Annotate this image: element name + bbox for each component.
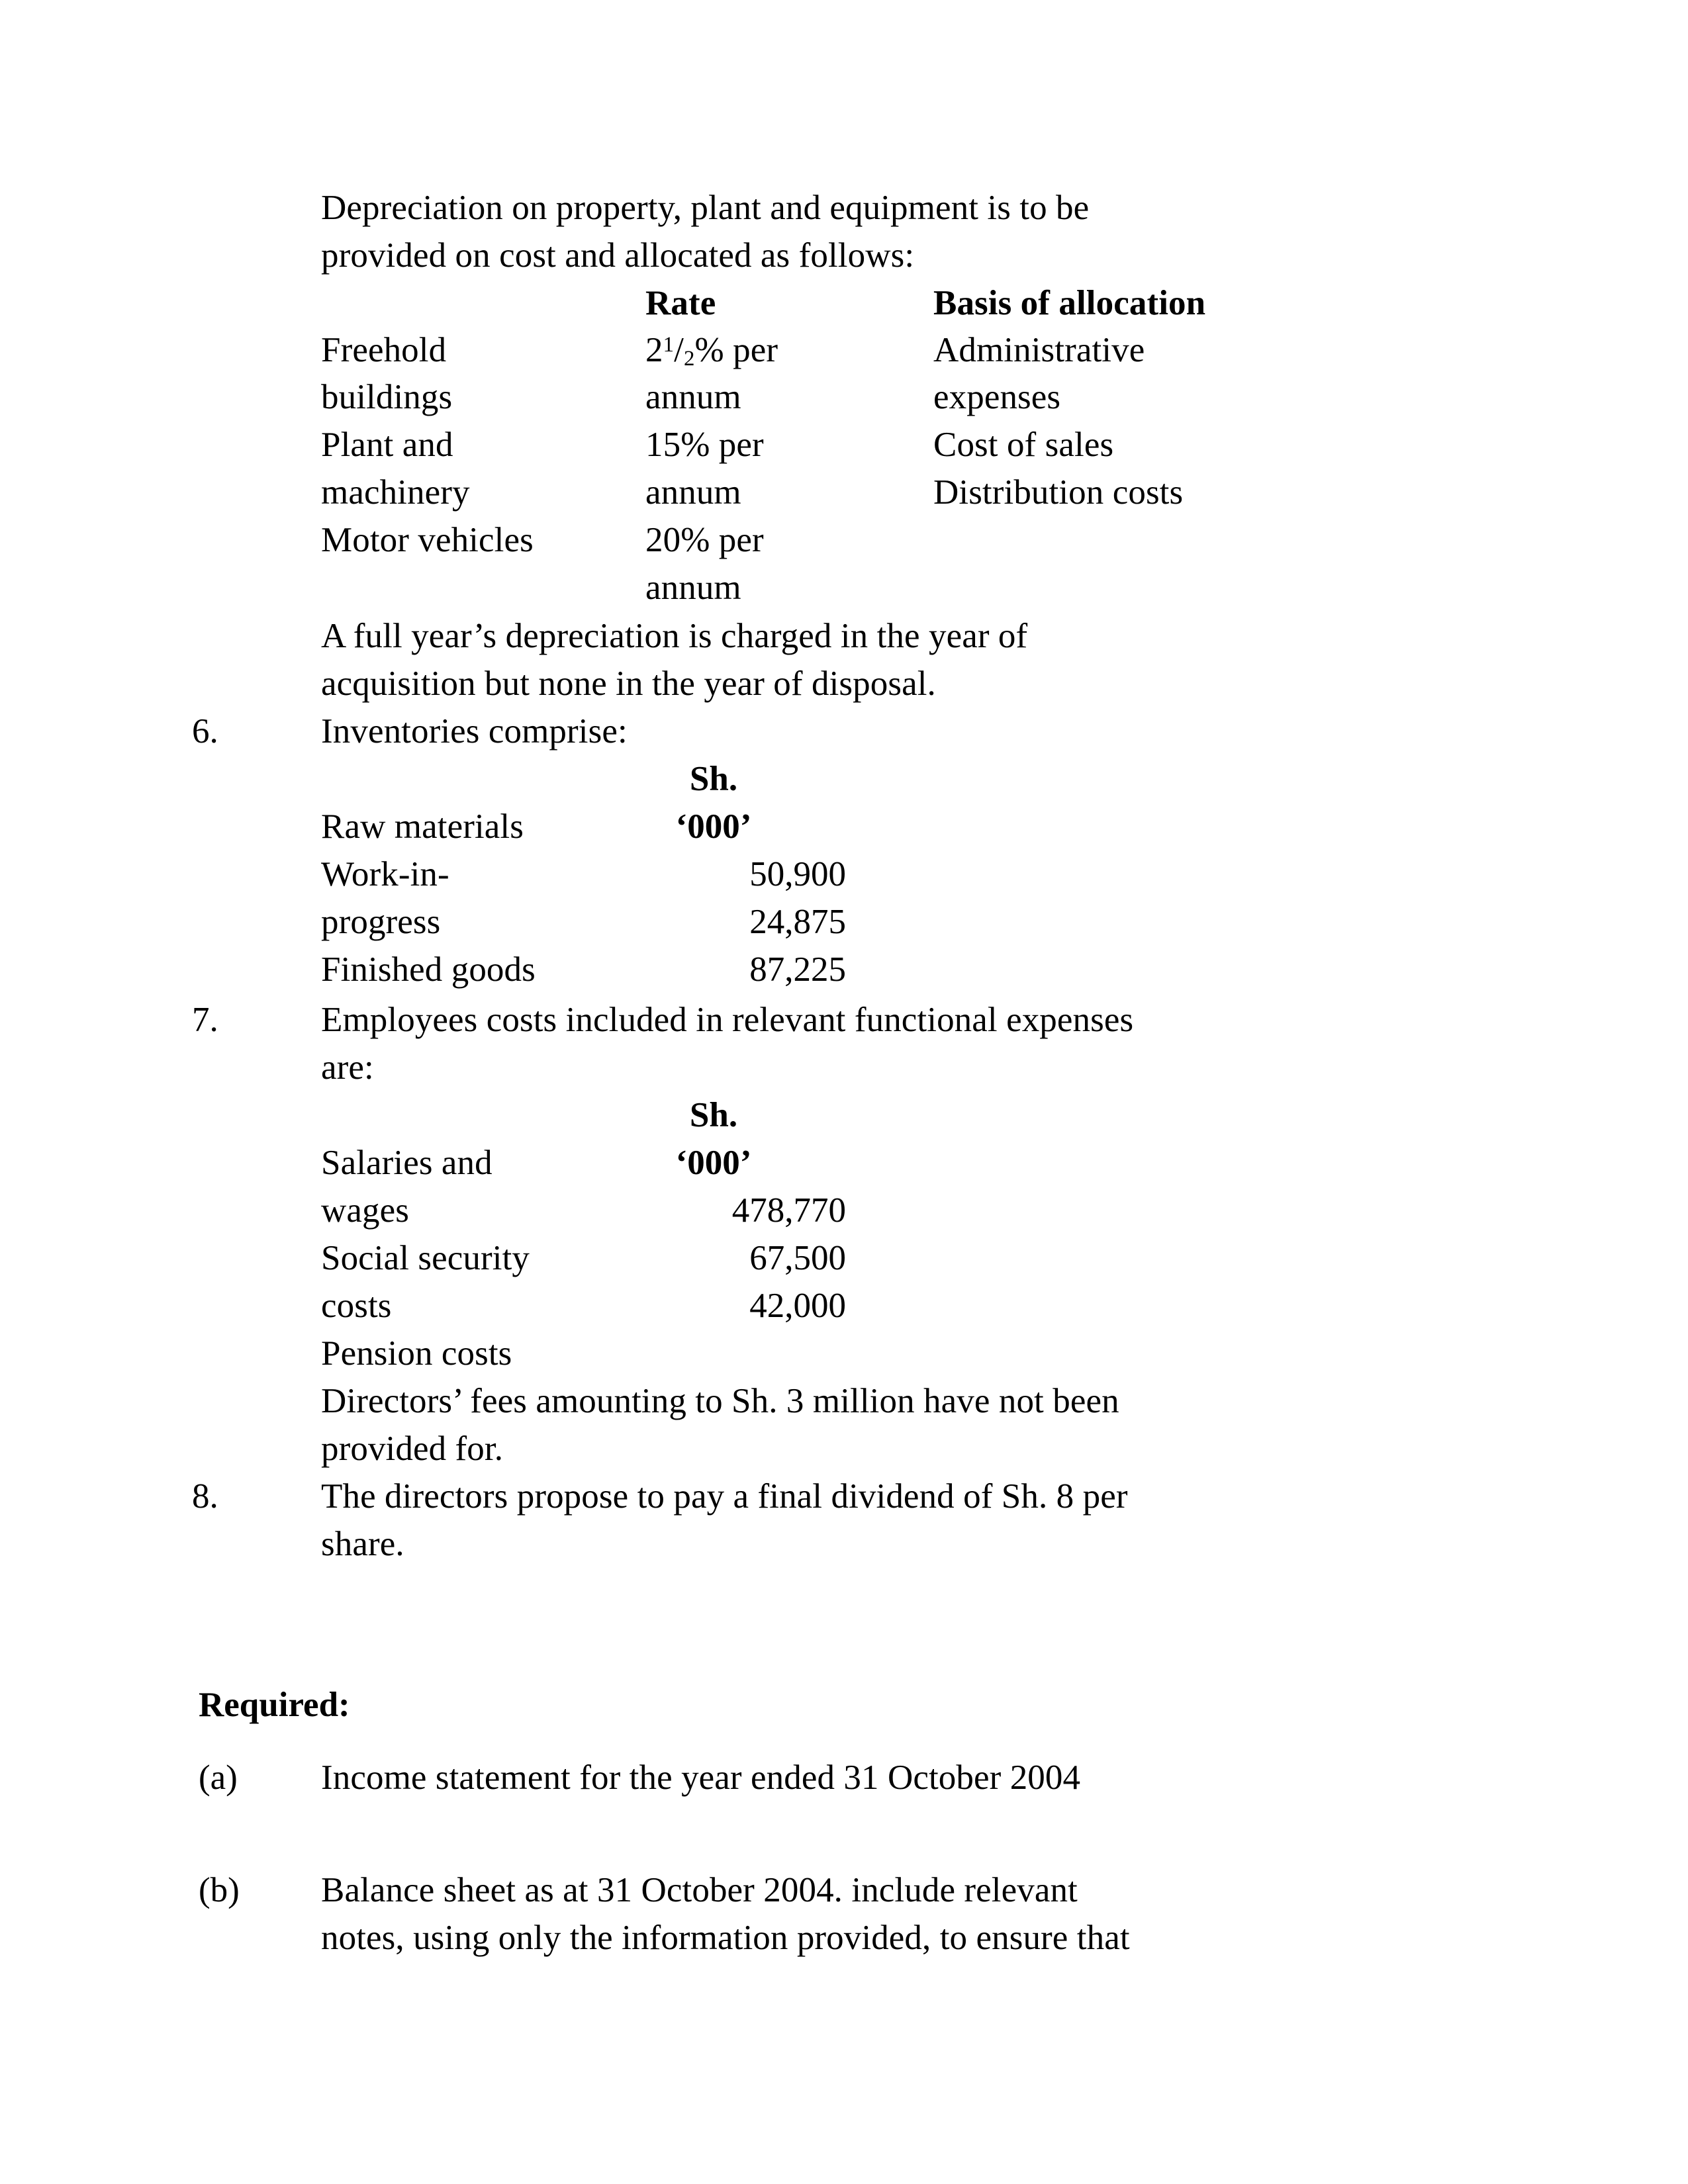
note-6-item-label-1: Work-in- <box>321 855 449 893</box>
required-item-a-line-1: Income statement for the year ended 31 October 2004 <box>321 1758 1081 1797</box>
note-7-directors-fees-line-2: provided for. <box>321 1430 504 1468</box>
depreciation-row-basis-plant-line1: Cost of sales <box>933 426 1114 464</box>
required-item-b-line-2: notes, using only the information provided, to ensure that <box>321 1919 1130 1957</box>
note-6-item-value-2: 24,875 <box>749 903 846 941</box>
full-year-note-line-1: A full year’s depreciation is charged in the year of <box>321 617 1028 655</box>
depreciation-row-rate-motor-vehicles-line1: 20% per <box>645 521 764 559</box>
note-6-item-label-2: progress <box>321 903 441 941</box>
note-8-number: 8. <box>192 1477 218 1516</box>
note-6-currency-header-thousands: ‘000’ <box>675 807 752 846</box>
depreciation-row-basis-plant-line2: Distribution costs <box>933 473 1184 512</box>
depreciation-row-basis-freehold-line2: expenses <box>933 378 1061 416</box>
required-item-b-marker: (b) <box>199 1871 240 1909</box>
full-year-note-line-2: acquisition but none in the year of disposal. <box>321 664 936 703</box>
note-7-item-label-0: Salaries and <box>321 1144 492 1182</box>
required-heading: Required: <box>199 1686 350 1724</box>
note-7-item-label-3: costs <box>321 1287 392 1325</box>
note-7-currency-header-sh: Sh. <box>689 1096 738 1134</box>
rate-suffix: % per <box>694 331 778 369</box>
note-8-line-1: The directors propose to pay a final dividend of Sh. 8 per <box>321 1477 1128 1516</box>
note-7-item-value-1: 478,770 <box>731 1191 846 1230</box>
rate-denominator: 2 <box>683 346 695 371</box>
note-7-item-label-1: wages <box>321 1191 409 1230</box>
depreciation-row-asset-freehold-line1: Freehold <box>321 331 447 369</box>
note-7-number: 7. <box>192 1001 218 1039</box>
note-6-number: 6. <box>192 712 218 751</box>
intro-line-1: Depreciation on property, plant and equipment is to be <box>321 189 1090 227</box>
depreciation-row-asset-plant-line2: machinery <box>321 473 470 512</box>
note-7-currency-header-thousands: ‘000’ <box>675 1144 752 1182</box>
note-7-title-line-1: Employees costs included in relevant functional expenses <box>321 1001 1134 1039</box>
note-6-item-value-1: 50,900 <box>749 855 846 893</box>
note-7-directors-fees-line-1: Directors’ fees amounting to Sh. 3 million have not been <box>321 1382 1119 1420</box>
depreciation-row-basis-freehold-line1: Administrative <box>933 331 1145 369</box>
depreciation-row-rate-freehold-line2: annum <box>645 378 741 416</box>
note-8-line-2: share. <box>321 1525 404 1563</box>
note-7-item-label-2: Social security <box>321 1239 530 1277</box>
required-item-b-line-1: Balance sheet as at 31 October 2004. include relevant <box>321 1871 1078 1909</box>
note-7-item-label-4: Pension costs <box>321 1334 512 1373</box>
depreciation-row-rate-freehold: $2^1/_2\%$ per <box>645 331 778 371</box>
intro-line-2: provided on cost and allocated as follows: <box>321 236 915 275</box>
depreciation-row-asset-freehold-line2: buildings <box>321 378 453 416</box>
note-6-item-value-3: 87,225 <box>749 950 846 989</box>
rate-numerator: 1 <box>663 333 675 357</box>
note-6-item-label-0: Raw materials <box>321 807 524 846</box>
depreciation-table-header-basis: Basis of allocation <box>933 284 1206 322</box>
note-6-currency-header-sh: Sh. <box>689 760 738 798</box>
depreciation-row-rate-motor-vehicles-line2: annum <box>645 569 741 607</box>
required-item-a-marker: (a) <box>199 1758 238 1797</box>
note-7-title-line-2: are: <box>321 1048 374 1087</box>
depreciation-table-header-rate: Rate <box>645 284 716 322</box>
depreciation-row-rate-plant-line2: annum <box>645 473 741 512</box>
depreciation-row-asset-plant-line1: Plant and <box>321 426 453 464</box>
depreciation-row-rate-plant-line1: 15% per <box>645 426 764 464</box>
note-6-item-label-3: Finished goods <box>321 950 536 989</box>
note-7-item-value-2: 67,500 <box>749 1239 846 1277</box>
note-6-title: Inventories comprise: <box>321 712 628 751</box>
depreciation-row-asset-motor-vehicles: Motor vehicles <box>321 521 534 559</box>
rate-whole-number: 2 <box>645 331 663 369</box>
note-7-item-value-3: 42,000 <box>749 1287 846 1325</box>
